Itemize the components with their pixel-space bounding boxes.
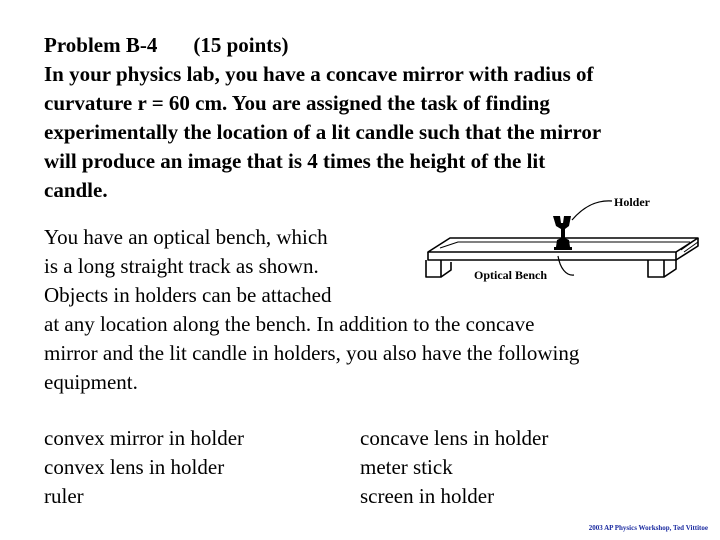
equipment-left-1: convex mirror in holder bbox=[44, 426, 245, 450]
bench-right-foot-side bbox=[664, 260, 676, 277]
bench-label: Optical Bench bbox=[474, 268, 548, 282]
bench-line-6: equipment. bbox=[44, 370, 138, 394]
footer-credit: 2003 AP Physics Workshop, Ted Vittitoe bbox=[588, 524, 708, 532]
bench-left-foot-side bbox=[441, 262, 451, 277]
bench-right-foot bbox=[648, 260, 664, 277]
bench-line-5: mirror and the lit candle in holders, you also have the following bbox=[44, 341, 580, 365]
bench-track-front bbox=[428, 252, 676, 260]
equipment-left-2: convex lens in holder bbox=[44, 455, 225, 479]
equipment-right-2: meter stick bbox=[360, 455, 453, 479]
problem-line-4: will produce an image that is 4 times the height of the lit bbox=[44, 149, 546, 173]
problem-number: Problem B-4 bbox=[44, 33, 158, 57]
bench-line-1: You have an optical bench, which bbox=[44, 225, 328, 249]
holder-icon bbox=[553, 216, 572, 250]
problem-line-1: In your physics lab, you have a concave mirror with radius of bbox=[44, 62, 594, 86]
problem-line-5: candle. bbox=[44, 178, 108, 202]
bench-pointer bbox=[558, 256, 574, 275]
holder-label: Holder bbox=[614, 195, 650, 209]
problem-line-3: experimentally the location of a lit candle such that the mirror bbox=[44, 120, 602, 144]
equipment-left-3: ruler bbox=[44, 484, 84, 508]
equipment-right-1: concave lens in holder bbox=[360, 426, 549, 450]
equipment-right-3: screen in holder bbox=[360, 484, 495, 508]
bench-line-4: at any location along the bench. In addition to the concave bbox=[44, 312, 535, 336]
bench-line-3: Objects in holders can be attached bbox=[44, 283, 332, 307]
bench-line-2: is a long straight track as shown. bbox=[44, 254, 319, 278]
problem-points: (15 points) bbox=[193, 33, 289, 57]
bench-left-foot bbox=[426, 260, 441, 277]
holder-pointer bbox=[572, 201, 612, 220]
problem-line-2: curvature r = 60 cm. You are assigned the task of finding bbox=[44, 91, 550, 115]
